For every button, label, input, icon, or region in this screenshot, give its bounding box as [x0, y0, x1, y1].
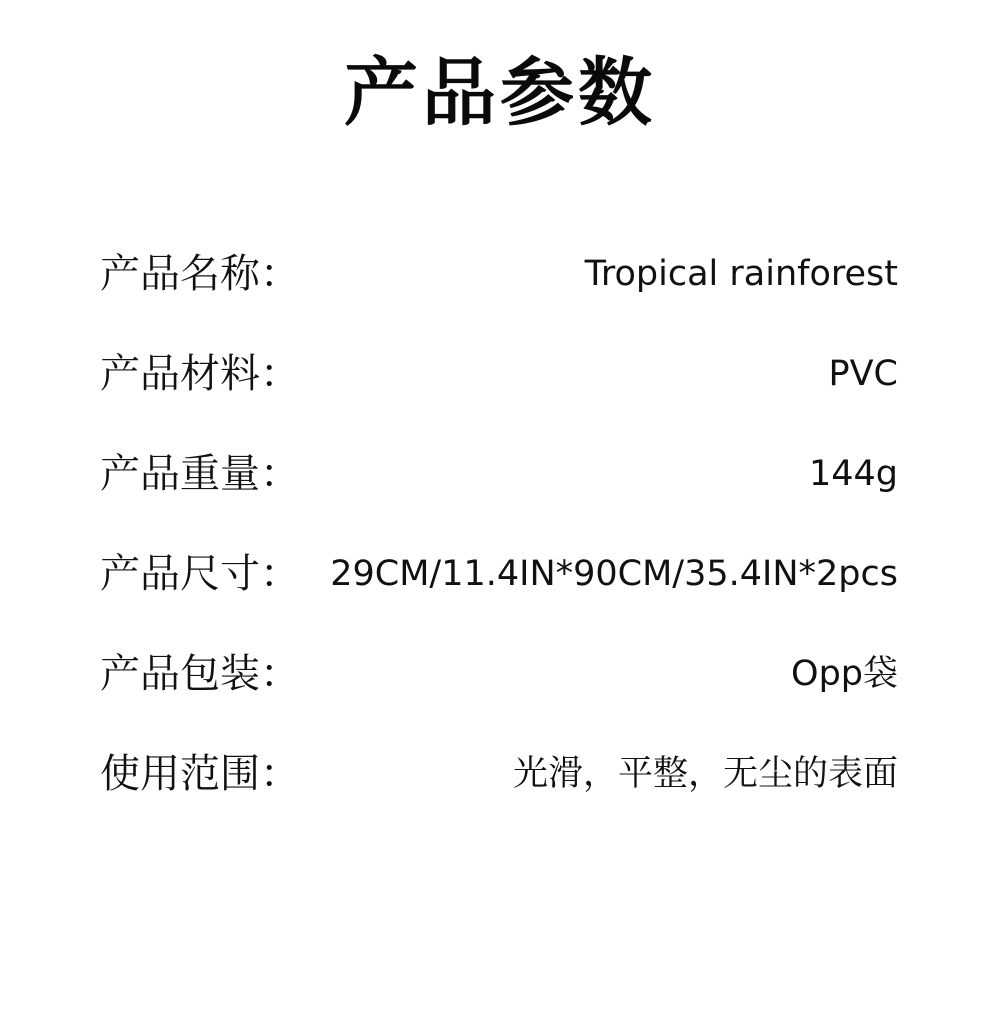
param-row-packaging: [100, 624, 898, 724]
param-label: 产品包装：: [100, 651, 300, 697]
param-value: Tropical rainforest: [584, 254, 898, 294]
param-row-size: [100, 524, 898, 624]
param-row-material: [100, 324, 898, 424]
param-value: 光滑，平整，无尘的表面: [512, 754, 898, 794]
param-label: 产品名称：: [100, 251, 300, 297]
param-list: [100, 224, 898, 824]
param-value: 29CM/11.4IN*90CM/35.4IN*2pcs: [330, 554, 898, 594]
param-label: 使用范围：: [100, 751, 300, 797]
param-value: 144g: [808, 454, 898, 494]
param-label: 产品材料：: [100, 351, 300, 397]
param-value: Opp袋: [791, 654, 898, 694]
param-row-name: [100, 224, 898, 324]
param-value: PVC: [828, 354, 898, 394]
param-row-usage: [100, 724, 898, 824]
page-title: 产品参数: [344, 50, 656, 136]
param-row-weight: [100, 424, 898, 524]
param-label: 产品尺寸：: [100, 551, 300, 597]
param-label: 产品重量：: [100, 451, 300, 497]
